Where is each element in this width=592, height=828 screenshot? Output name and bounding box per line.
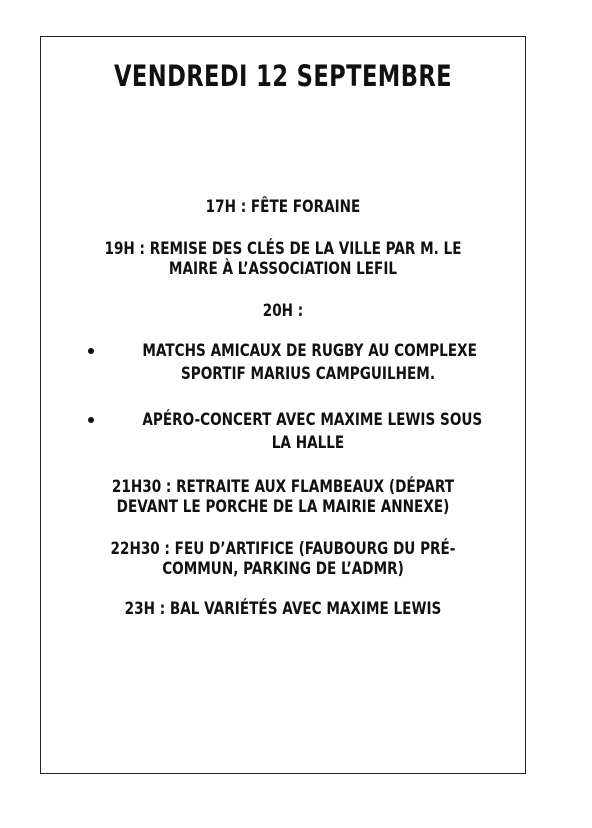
bullet-item-line2: LA HALLE bbox=[271, 433, 345, 453]
program-item-17h: 17H : FÊTE FORAINE bbox=[205, 197, 361, 217]
program-item-21h30-line1: 21H30 : RETRAITE AUX FLAMBEAUX (DÉPART bbox=[111, 477, 455, 497]
program-item-19h-line1: 19H : REMISE DES CLÉS DE LA VILLE PAR M. LE bbox=[104, 239, 462, 259]
bullet-icon bbox=[88, 417, 94, 423]
page-title: VENDREDI 12 SEPTEMBRE bbox=[114, 59, 452, 93]
program-sheet bbox=[40, 36, 526, 774]
bullet-item-line1: MATCHS AMICAUX DE RUGBY AU COMPLEXE bbox=[142, 341, 477, 361]
program-item-23h: 23H : BAL VARIÉTÉS AVEC MAXIME LEWIS bbox=[124, 599, 442, 619]
bullet-item-line1: APÉRO-CONCERT AVEC MAXIME LEWIS SOUS bbox=[142, 410, 483, 430]
program-item-21h30-line2: DEVANT LE PORCHE DE LA MAIRIE ANNEXE) bbox=[116, 497, 450, 517]
bullet-icon bbox=[88, 348, 94, 354]
bullet-item-line2: SPORTIF MARIUS CAMPGUILHEM. bbox=[180, 364, 436, 384]
program-item-22h30-line1: 22H30 : FEU D’ARTIFICE (FAUBOURG DU PRÉ- bbox=[110, 539, 456, 559]
program-item-20h: 20H : bbox=[262, 301, 304, 321]
program-item-22h30-line2: COMMUN, PARKING DE L’ADMR) bbox=[162, 559, 404, 579]
program-item-19h-line2: MAIRE À L’ASSOCIATION LEFIL bbox=[168, 259, 398, 279]
